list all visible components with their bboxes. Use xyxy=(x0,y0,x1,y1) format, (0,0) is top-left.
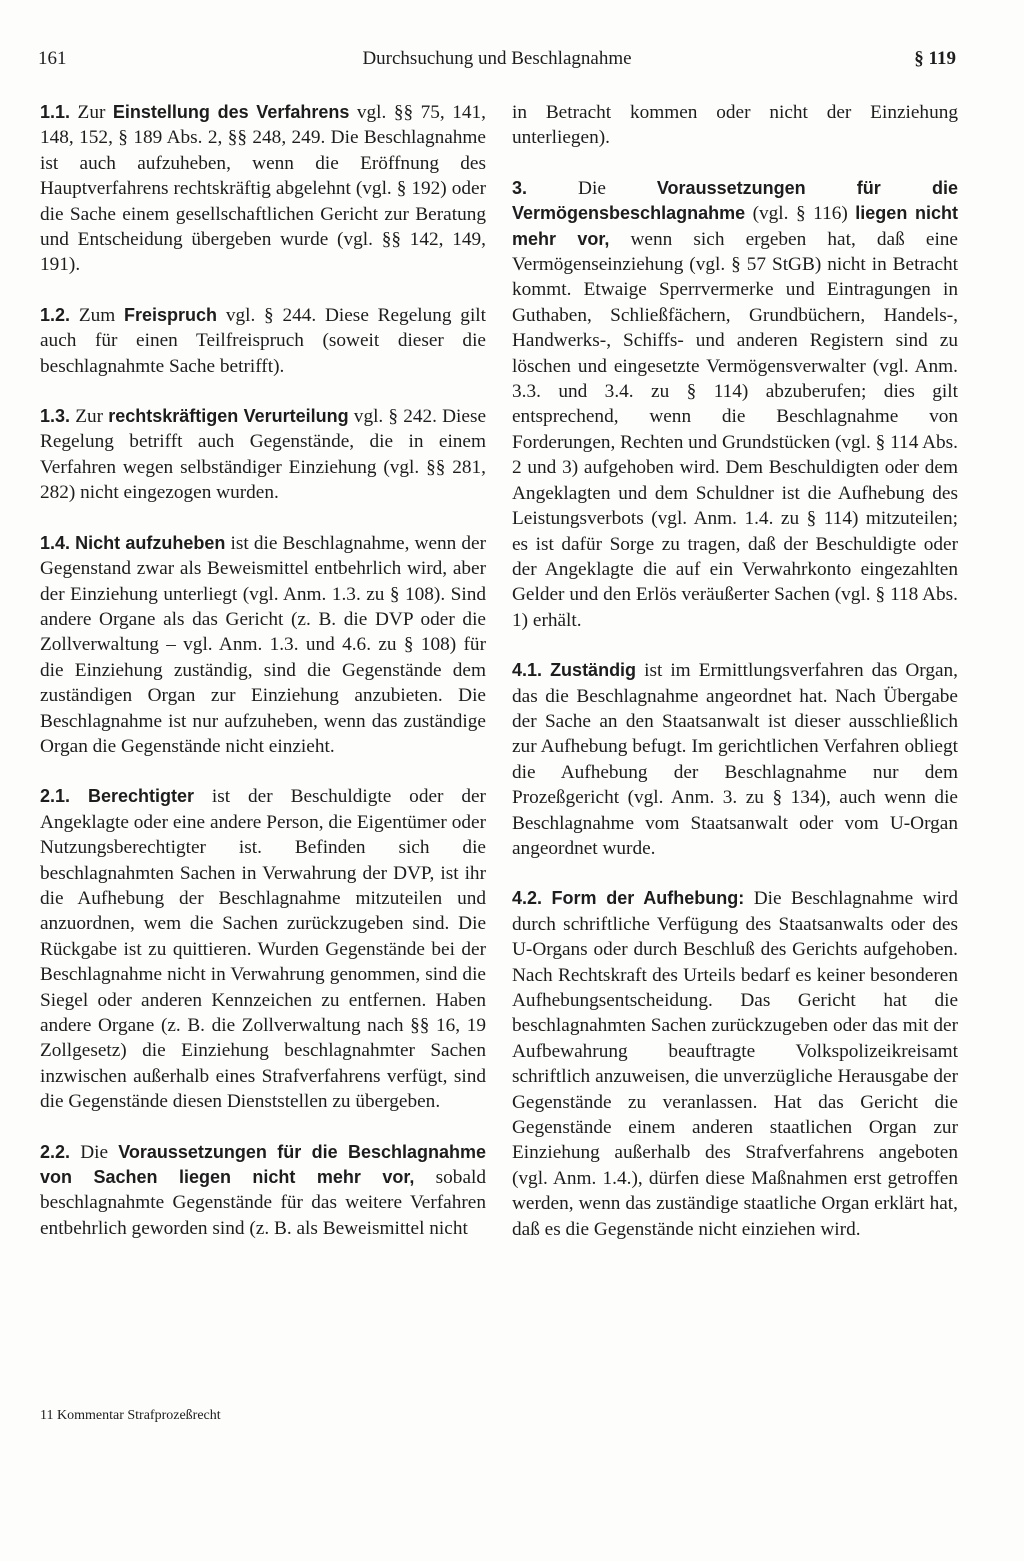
paragraph-4-1 xyxy=(512,658,958,861)
paragraph-continuation: in Betracht kommen oder nicht der Einziehung unterliegen). xyxy=(512,102,958,149)
paragraph-text: vgl. § 242. Diese Regelung betrifft auch Gegenstände, die in einem Verfahren wegen selbständiger Einziehung (vgl. §§ 281, 282) nicht eingezogen wurden. xyxy=(40,406,487,504)
paragraph-keyword: Zuständig xyxy=(550,660,637,681)
page-number: 161 xyxy=(38,48,67,69)
paragraph-lead: Zur xyxy=(75,406,104,428)
paragraph-number: 3. xyxy=(512,177,528,198)
paragraph-lead: Zum xyxy=(78,304,116,326)
paragraph-text: ist im Ermittlungsverfahren das Organ, das die Beschlagnahme angeordnet hat. Nach Übergabe der Sache an den Staatsanwalt ist dieser ausschließlich zur Aufhebung befugt. Im gerichtlichen Verfahren obliegt die Aufhebung der Beschlagnahme nur dem Prozeßgericht (vgl. Anm. 3. zu § 134), auch wenn die Beschlagnahme vom Staatsanwalt oder vom U-Organ angeordnet wurde. xyxy=(512,660,959,859)
paragraph-text: ist die Beschlagnahme, wenn der Gegenstand zwar als Beweismittel entbehrlich wird, aber der Einziehung unterliegt (vgl. Anm. 1.3. zu § 108). Sind andere Organe als das Gericht (z. B. die DVP oder die Zollverwaltung – vgl. Anm. 1.3. und 4.6. zu § 108) für die Einziehung zuständig, sind die Gegenstände dem zuständigen Organ zur Einziehung anzubieten. Die Beschlagnahme ist nur aufzuheben, wenn das zuständige Organ die Gegenstände nicht einzieht. xyxy=(40,532,486,757)
paragraph-keyword: Berechtigter xyxy=(87,786,194,807)
paragraph-lead: Zur xyxy=(77,102,106,123)
paragraph-number: 4.1. xyxy=(512,660,543,681)
paragraph-keyword: Voraussetzungen für die Beschlagnahme von Sachen liegen nicht mehr vor, xyxy=(40,1141,486,1188)
paragraph-keyword: rechtskräftigen Verurteilung xyxy=(108,406,349,427)
paragraph-text: vgl. § 244. Diese Regelung gilt auch für einen Teilfreispruch (soweit dieser die beschlagnahmte Sache betrifft). xyxy=(40,304,487,377)
running-title: Durchsuchung und Beschlagnahme xyxy=(362,48,632,69)
paragraph-text: sobald beschlagnahmte Gegenstände für das weitere Verfahren entbehrlich geworden sind (z. B. als Beweismittel nicht xyxy=(40,1167,486,1239)
paragraph-reference: (vgl. § 116) xyxy=(752,203,848,225)
paragraph-keyword: Nicht aufzuheben xyxy=(75,532,226,553)
paragraph-number: 1.1. xyxy=(40,102,71,122)
paragraph-1-3 xyxy=(40,404,486,506)
paragraph-2-1 xyxy=(40,784,486,1114)
paragraph-lead: Die xyxy=(578,177,606,199)
paragraph-keyword: Einstellung des Verfahrens xyxy=(112,102,350,122)
paragraph-3 xyxy=(512,176,958,633)
paragraph-keyword-2: liegen nicht mehr vor, xyxy=(512,203,958,249)
page-footer: 11 Kommentar Strafprozeßrecht xyxy=(40,1408,221,1423)
paragraph-text: vgl. §§ 75, 141, 148, 152, § 189 Abs. 2, §§ 248, 249. Die Beschlagnahme ist auch aufzuheben, wenn die Eröffnung des Hauptverfahrens rechtskräftig abgelehnt (vgl. § 192) oder die Sache einem gesellschaftlichen Gericht zur Beratung und Entscheidung übergeben wurde (vgl. §§ 142, 149, 191). xyxy=(40,102,486,276)
paragraph-keyword: Freispruch xyxy=(124,304,218,325)
section-marker: § 119 xyxy=(914,48,956,69)
right-column xyxy=(512,100,958,1267)
page-header xyxy=(38,48,956,78)
paragraph-number: 2.1. xyxy=(40,786,71,807)
paragraph-text: wenn sich ergeben hat, daß eine Vermögenseinziehung (vgl. § 57 StGB) nicht in Betracht kommt. Etwaige Sperrvermerke und Eintragungen in Guthaben, Schließfächern, Grundbüchern, Handels-, Handwerks-, Schiffs- und anderen Registern sind zu löschen und eingesetzte Vermögensverwalter (vgl. Anm. 3.3. und 3.4. zu § 114) abzuberufen; dies gilt entsprechend, wenn die Beschlagnahme von Forderungen, Rechten und Grundstücken (vgl. § 114 Abs. 2 und 3) aufgehoben wird. Dem Beschuldigten oder dem Angeklagten und dem Schuldner ist die Aufhebung des Leistungsverbots (vgl. Anm. 1.4. zu § 114) mitzuteilen; es ist dafür Sorge zu tragen, daß der Beschuldigte oder der Angeklagte die auf ein Verwahrkonto eingezahlten Gelder und den Erlös veräußerter Sachen (vgl. § 118 Abs. 1) erhält. xyxy=(512,228,958,631)
paragraph-text: Die Beschlagnahme wird durch schriftliche Verfügung des Staatsanwalts oder des U-Organs oder durch Beschluß des Gerichts aufgehoben. Nach Rechtskraft des Urteils bedarf es keiner besonderen Aufhebungsentscheidung. Das Gericht hat die beschlagnahmten Sachen zurückzugeben oder das mit der Aufbewahrung beauftragte Volkspolizeikreisamt schriftlich anzuweisen, die unverzügliche Herausgabe der Gegenstände zu veranlassen. Hat das Gericht die Gegenstände einem anderen staatlichen Organ zur Einziehung außerhalb des Strafverfahrens angeboten (vgl. Anm. 1.4.), dürfen diese Maßnahmen erst getroffen werden, wenn das zuständige staatliche Organ erklärt hat, daß es die Gegenstände nicht einziehen wird. xyxy=(512,888,958,1240)
paragraph-number: 1.4. xyxy=(40,532,71,553)
paragraph-1-1 xyxy=(40,100,486,278)
paragraph-text: ist der Beschuldigte oder der Angeklagte oder eine andere Person, die Eigentümer oder Nutzungsberechtigter ist. Befinden sich die beschlagnahmten Sachen in Verwahrung der DVP, ist ihr die Aufhebung der Beschlagnahme mitzuteilen und anzuordnen, wem die Sachen zurückzugeben sind. Die Rückgabe ist zu quittieren. Wurden Gegenstände bei der Beschlagnahme nicht in Verwahrung genommen, sind die Siegel oder anderen Kennzeichen zu entfernen. Haben andere Organe (z. B. die Zollverwaltung nach §§ 16, 19 Zollgesetz) die Einziehung beschlagnahmter Sachen inzwischen außerhalb eines Strafverfahrens verfügt, sind die Gegenstände diesen Dienststellen zu übergeben. xyxy=(40,786,486,1113)
paragraph-2-2 xyxy=(40,1140,486,1242)
paragraph-number: 1.3. xyxy=(40,406,71,427)
paragraph-1-4 xyxy=(40,531,486,760)
paragraph-1-2 xyxy=(40,303,486,379)
paragraph-number: 4.2. xyxy=(512,888,543,909)
paragraph-number: 1.2. xyxy=(40,304,71,325)
paragraph-keyword: Voraussetzungen für die Vermögensbeschlagnahme xyxy=(512,177,958,224)
paragraph-keyword: Form der Aufhebung: xyxy=(551,888,745,909)
left-column xyxy=(40,100,486,1266)
paragraph-number: 2.2. xyxy=(40,1141,71,1162)
paragraph-lead: Die xyxy=(80,1141,109,1163)
paragraph-4-2 xyxy=(512,886,958,1242)
